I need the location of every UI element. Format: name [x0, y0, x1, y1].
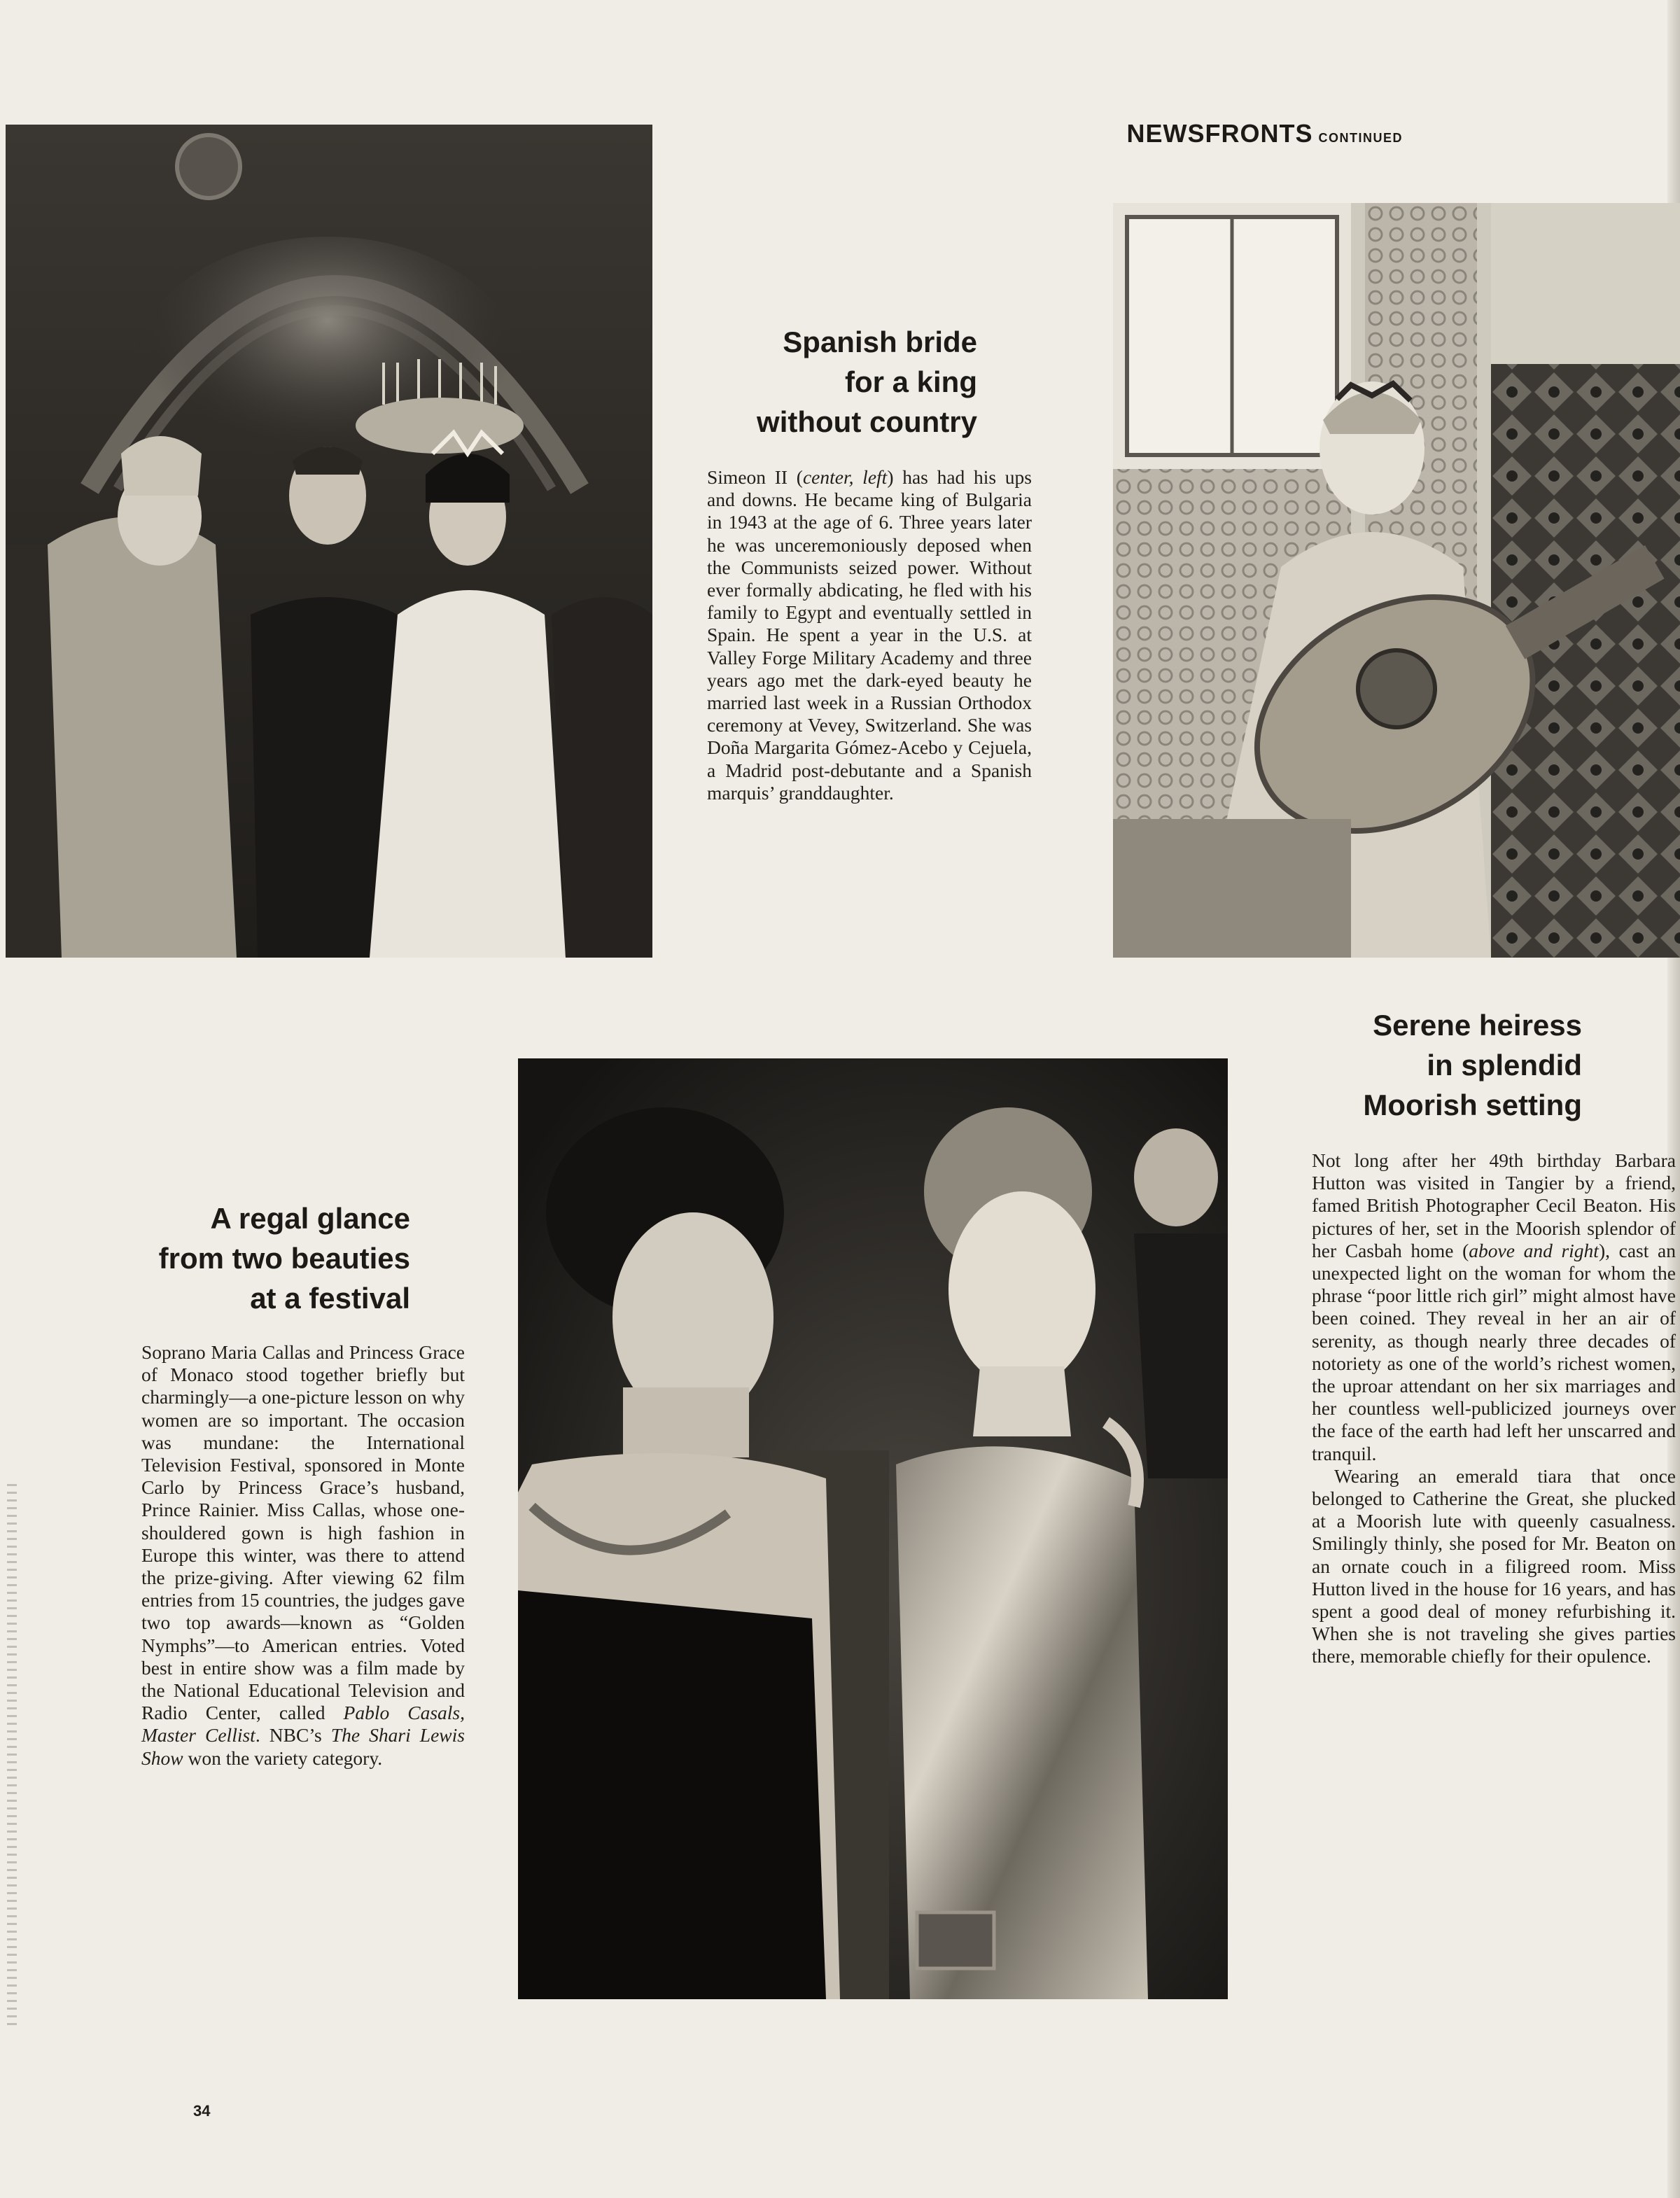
festival-headline-line: A regal glance: [210, 1202, 410, 1235]
wedding-paragraph: Simeon II (center, left) has had his ups and downs. He became king of Bulgaria in 1943 at the age of 6. Three years later he was unceremoniously deposed when the Communists seized power. Without ever formally abdicating, he fled with his family to Egypt and eventually settled in Spain. He spent a year in the U.S. at Valley Forge Military Academy and three years ago met the dark-eyed beauty he married last week in a Russian Orthodox ceremony at Vevey, Switzerland. She was Doña Margarita Gómez-Acebo y Cejuela, a Madrid post-debutante and a Spanish marquis’ granddaughter.: [707, 466, 1032, 804]
section-header: [1127, 119, 1404, 148]
heiress-body: [1312, 1149, 1676, 1668]
festival-headline: [112, 1198, 410, 1318]
festival-headline-line: at a festival: [250, 1282, 410, 1315]
wedding-photo-image: [6, 125, 652, 958]
heiress-paragraph-1: Not long after her 49th birthday Barbara Hutton was visited in Tangier by a friend, famed British Photographer Cecil Beaton. His pictures of her, set in the Moorish splendor of her Casbah home (above and right), cast an unexpected light on the woman for whom the phrase “poor little rich girl” might almost have been coined. They reveal in her an air of serenity, as though nearly three decades of notoriety as one of the world’s richest women, the uproar attendant on her six marriages and her countless well-publicized journeys over the face of the earth had left her unscarred and tranquil.: [1312, 1149, 1676, 1464]
section-title: NEWSFRONTS: [1126, 119, 1313, 148]
wedding-headline-line: Spanish bride: [783, 326, 977, 358]
heiress-headline-line: in splendid: [1427, 1049, 1582, 1082]
wedding-headline-line: for a king: [844, 365, 977, 398]
festival-body: [141, 1341, 465, 1770]
heiress-headline-line: Moorish setting: [1363, 1088, 1582, 1121]
heiress-lute-photo: [1113, 203, 1680, 958]
wedding-body: [707, 466, 1032, 804]
heiress-headline-line: Serene heiress: [1373, 1009, 1582, 1042]
festival-paragraph: Soprano Maria Callas and Princess Grace of Monaco stood together briefly but charmingly—a one-picture lesson on why women are so important. The occasion was mundane: the International Television Festival, sponsored in Monte Carlo by Princess Grace’s husband, Prince Rainier. Miss Callas, whose one-shouldered gown is high fashion in Europe this winter, was there to attend the prize-giving. After viewing 62 film entries from 15 countries, the judges gave two top awards—known as “Golden Nymphs”—to American entries. Voted best in entire show was a film made by the National Educational Television and Radio Center, called Pablo Casals, Master Cellist. NBC’s The Shari Lewis Show won the variety category.: [141, 1341, 465, 1769]
wedding-headline: [700, 322, 977, 442]
page-number: 34: [193, 2102, 211, 2120]
callas-grace-photo: [518, 1058, 1228, 1999]
festival-headline-line: from two beauties: [158, 1242, 410, 1275]
festival-photo-image: [518, 1058, 1228, 1999]
wedding-headline-line: without country: [757, 405, 977, 438]
wedding-photo: [6, 125, 652, 958]
heiress-photo-image: [1113, 203, 1680, 958]
heiress-headline: [1281, 1005, 1582, 1125]
heiress-paragraph-2: Wearing an emerald tiara that once belonged to Catherine the Great, she plucked at a Moorish lute with queenly casualness. Smilingly thinly, she posed for Mr. Beaton on an ornate couch in a filigreed room. Miss Hutton lived in the house for 16 years, and has spent a good deal of money refurbishing it. When she is not traveling she gives parties there, memorable chiefly for their opulence.: [1312, 1464, 1676, 1667]
binding-edge-marks: [7, 1484, 17, 2030]
section-continued: CONTINUED: [1318, 131, 1403, 145]
